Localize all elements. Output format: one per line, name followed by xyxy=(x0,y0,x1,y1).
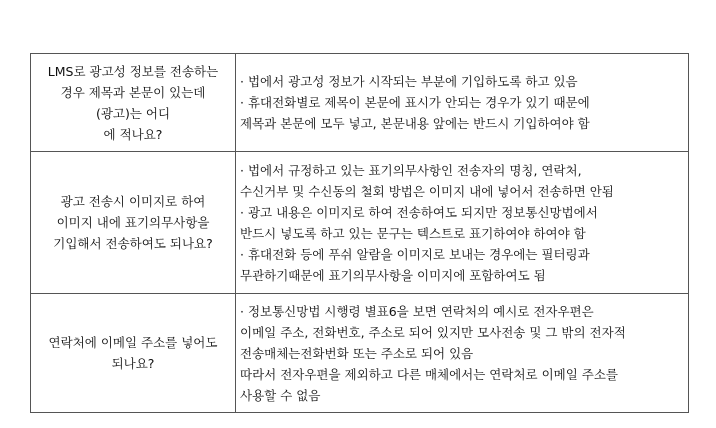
answer-line: 이메일 주소, 전화번호, 주소로 되어 있지만 모사전송 및 그 밖의 전자적 xyxy=(240,324,626,340)
answer-line: 반드시 넣도록 하고 있는 문구는 텍스트로 표기하여야 하여야 함 xyxy=(240,225,586,241)
faq-row xyxy=(31,152,689,294)
question-line: (광고)는 어디 xyxy=(95,105,171,121)
answer-line: · 광고 내용은 이미지로 하여 전송하여도 되지만 정보통신망법에서 xyxy=(240,204,598,220)
answer-line: · 정보통신망법 시행령 별표6을 보면 연락처의 예시로 전자우편은 xyxy=(240,303,594,319)
answer-line: 수신거부 및 수신동의 철회 방법은 이미지 내에 넣어서 전송하면 안됨 xyxy=(240,183,614,199)
question-cell xyxy=(31,54,236,152)
question-line: 경우 제목과 본문이 있는데 xyxy=(60,84,206,100)
answer-line: 무관하기때문에 표기의무사항을 이미지에 포함하여도 됨 xyxy=(240,267,546,283)
faq-row xyxy=(31,54,689,152)
answer-cell xyxy=(236,54,689,152)
question-line: 이미지 내에 표기의무사항을 xyxy=(56,215,210,230)
question-line: 에 적나요? xyxy=(103,126,163,142)
answer-line: 따라서 전자우편을 제외하고 다른 매체에서는 연락처로 이메일 주소를 xyxy=(240,366,618,382)
question-line: 연락처에 이메일 주소를 넣어도 xyxy=(48,335,218,350)
answer-cell xyxy=(236,152,689,294)
answer-line: · 휴대전화 등에 푸쉬 알람을 이미지로 보내는 경우에는 필터링과 xyxy=(240,246,590,262)
answer-line: 제목과 본문에 모두 넣고, 본문내용 앞에는 반드시 기입하여야 함 xyxy=(240,116,590,131)
answer-cell xyxy=(236,294,689,413)
answer-line: · 법에서 광고성 정보가 시작되는 부분에 기입하도록 하고 있음 xyxy=(240,74,578,89)
question-line: 되나요? xyxy=(111,356,155,371)
answer-line: · 법에서 규정하고 있는 표기의무사항인 전송자의 명칭, 연락처, xyxy=(240,162,582,178)
question-line: LMS로 광고성 정보를 전송하는 xyxy=(47,63,219,79)
question-line: 기입해서 전송하여도 되나요? xyxy=(53,236,213,251)
answer-line: · 휴대전화별로 제목이 본문에 표시가 안되는 경우가 있기 때문에 xyxy=(240,95,590,110)
question-cell xyxy=(31,152,236,294)
question-cell xyxy=(31,294,236,413)
answer-line: 전송매체는전화번화 또는 주소로 되어 있음 xyxy=(240,345,474,361)
answer-line: 사용할 수 없음 xyxy=(240,387,321,403)
faq-table xyxy=(30,53,689,413)
question-line: 광고 전송시 이미지로 하여 xyxy=(60,194,206,209)
faq-row xyxy=(31,294,689,413)
